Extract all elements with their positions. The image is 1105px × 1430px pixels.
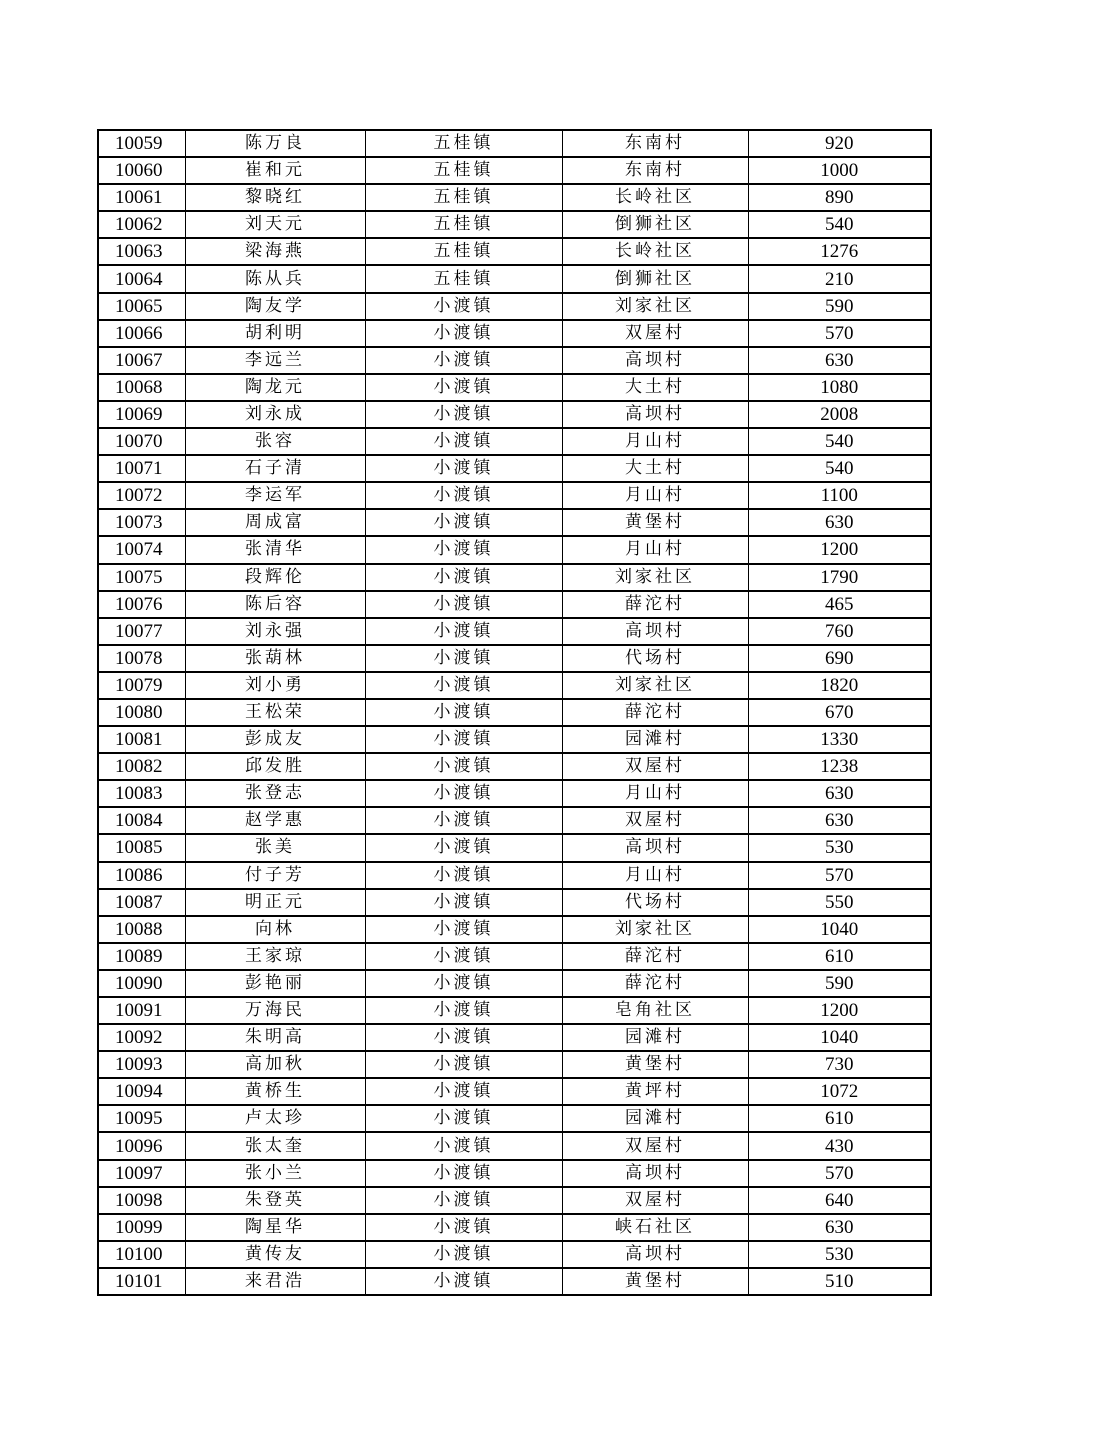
cell-village: 高坝村 bbox=[562, 401, 748, 428]
cell-id: 10066 bbox=[98, 320, 185, 347]
table-row bbox=[98, 1187, 931, 1214]
cell-name: 陈从兵 bbox=[185, 265, 365, 292]
cell-name: 万海民 bbox=[185, 997, 365, 1024]
cell-amount: 670 bbox=[748, 699, 931, 726]
cell-village: 薛沱村 bbox=[562, 943, 748, 970]
cell-town: 小渡镇 bbox=[365, 293, 562, 320]
table-row bbox=[98, 401, 931, 428]
cell-village: 月山村 bbox=[562, 536, 748, 563]
cell-id: 10065 bbox=[98, 293, 185, 320]
cell-amount: 610 bbox=[748, 1105, 931, 1132]
cell-village: 月山村 bbox=[562, 428, 748, 455]
cell-amount: 920 bbox=[748, 130, 931, 157]
cell-id: 10085 bbox=[98, 834, 185, 861]
table-row bbox=[98, 184, 931, 211]
cell-town: 小渡镇 bbox=[365, 672, 562, 699]
cell-id: 10089 bbox=[98, 943, 185, 970]
cell-name: 来君浩 bbox=[185, 1268, 365, 1295]
cell-id: 10100 bbox=[98, 1241, 185, 1268]
cell-id: 10078 bbox=[98, 645, 185, 672]
table-row bbox=[98, 807, 931, 834]
cell-town: 小渡镇 bbox=[365, 1241, 562, 1268]
cell-id: 10062 bbox=[98, 211, 185, 238]
cell-town: 小渡镇 bbox=[365, 916, 562, 943]
table-row bbox=[98, 1105, 931, 1132]
cell-village: 高坝村 bbox=[562, 1241, 748, 1268]
cell-name: 陶友学 bbox=[185, 293, 365, 320]
cell-name: 黄传友 bbox=[185, 1241, 365, 1268]
cell-id: 10072 bbox=[98, 482, 185, 509]
cell-name: 刘永成 bbox=[185, 401, 365, 428]
cell-id: 10061 bbox=[98, 184, 185, 211]
table-row bbox=[98, 645, 931, 672]
table-row bbox=[98, 1024, 931, 1051]
cell-village: 刘家社区 bbox=[562, 672, 748, 699]
table-row bbox=[98, 672, 931, 699]
cell-village: 代场村 bbox=[562, 889, 748, 916]
table-row bbox=[98, 157, 931, 184]
table-row bbox=[98, 564, 931, 591]
cell-id: 10082 bbox=[98, 753, 185, 780]
cell-name: 邱发胜 bbox=[185, 753, 365, 780]
cell-name: 陶龙元 bbox=[185, 374, 365, 401]
table-row bbox=[98, 943, 931, 970]
cell-id: 10098 bbox=[98, 1187, 185, 1214]
cell-village: 峡石社区 bbox=[562, 1214, 748, 1241]
cell-amount: 590 bbox=[748, 970, 931, 997]
cell-id: 10067 bbox=[98, 347, 185, 374]
table-row bbox=[98, 1268, 931, 1295]
cell-id: 10077 bbox=[98, 618, 185, 645]
cell-village: 刘家社区 bbox=[562, 916, 748, 943]
cell-name: 朱登英 bbox=[185, 1187, 365, 1214]
cell-id: 10083 bbox=[98, 780, 185, 807]
cell-town: 小渡镇 bbox=[365, 455, 562, 482]
table-row bbox=[98, 1051, 931, 1078]
cell-village: 黄堡村 bbox=[562, 509, 748, 536]
cell-village: 东南村 bbox=[562, 130, 748, 157]
cell-town: 五桂镇 bbox=[365, 265, 562, 292]
cell-id: 10063 bbox=[98, 238, 185, 265]
cell-town: 小渡镇 bbox=[365, 320, 562, 347]
cell-amount: 1330 bbox=[748, 726, 931, 753]
cell-amount: 630 bbox=[748, 347, 931, 374]
cell-name: 张美 bbox=[185, 834, 365, 861]
cell-town: 五桂镇 bbox=[365, 157, 562, 184]
cell-town: 小渡镇 bbox=[365, 482, 562, 509]
cell-village: 长岭社区 bbox=[562, 238, 748, 265]
cell-village: 东南村 bbox=[562, 157, 748, 184]
cell-town: 小渡镇 bbox=[365, 970, 562, 997]
cell-town: 小渡镇 bbox=[365, 374, 562, 401]
cell-name: 刘永强 bbox=[185, 618, 365, 645]
cell-name: 石子清 bbox=[185, 455, 365, 482]
cell-village: 双屋村 bbox=[562, 1132, 748, 1159]
cell-town: 小渡镇 bbox=[365, 862, 562, 889]
cell-amount: 1790 bbox=[748, 564, 931, 591]
cell-id: 10068 bbox=[98, 374, 185, 401]
cell-id: 10101 bbox=[98, 1268, 185, 1295]
cell-town: 小渡镇 bbox=[365, 347, 562, 374]
cell-amount: 570 bbox=[748, 320, 931, 347]
cell-village: 双屋村 bbox=[562, 1187, 748, 1214]
cell-village: 黄堡村 bbox=[562, 1268, 748, 1295]
cell-amount: 540 bbox=[748, 428, 931, 455]
cell-amount: 465 bbox=[748, 591, 931, 618]
cell-village: 月山村 bbox=[562, 780, 748, 807]
cell-village: 月山村 bbox=[562, 482, 748, 509]
cell-town: 五桂镇 bbox=[365, 238, 562, 265]
cell-id: 10076 bbox=[98, 591, 185, 618]
cell-amount: 1276 bbox=[748, 238, 931, 265]
cell-town: 小渡镇 bbox=[365, 564, 562, 591]
table-row bbox=[98, 130, 931, 157]
cell-amount: 1820 bbox=[748, 672, 931, 699]
cell-amount: 610 bbox=[748, 943, 931, 970]
cell-name: 王松荣 bbox=[185, 699, 365, 726]
cell-id: 10090 bbox=[98, 970, 185, 997]
cell-name: 朱明高 bbox=[185, 1024, 365, 1051]
cell-id: 10071 bbox=[98, 455, 185, 482]
cell-town: 五桂镇 bbox=[365, 184, 562, 211]
cell-id: 10096 bbox=[98, 1132, 185, 1159]
table-row bbox=[98, 265, 931, 292]
cell-id: 10086 bbox=[98, 862, 185, 889]
cell-town: 小渡镇 bbox=[365, 618, 562, 645]
cell-amount: 1080 bbox=[748, 374, 931, 401]
cell-name: 胡利明 bbox=[185, 320, 365, 347]
cell-town: 五桂镇 bbox=[365, 130, 562, 157]
cell-name: 张小兰 bbox=[185, 1160, 365, 1187]
cell-amount: 760 bbox=[748, 618, 931, 645]
cell-name: 黎晓红 bbox=[185, 184, 365, 211]
cell-name: 黄桥生 bbox=[185, 1078, 365, 1105]
cell-amount: 1000 bbox=[748, 157, 931, 184]
cell-id: 10073 bbox=[98, 509, 185, 536]
cell-village: 薛沱村 bbox=[562, 699, 748, 726]
cell-name: 赵学惠 bbox=[185, 807, 365, 834]
cell-amount: 1040 bbox=[748, 916, 931, 943]
cell-id: 10069 bbox=[98, 401, 185, 428]
cell-village: 刘家社区 bbox=[562, 564, 748, 591]
cell-id: 10094 bbox=[98, 1078, 185, 1105]
cell-village: 倒狮社区 bbox=[562, 211, 748, 238]
cell-amount: 690 bbox=[748, 645, 931, 672]
cell-town: 小渡镇 bbox=[365, 1214, 562, 1241]
cell-name: 王家琼 bbox=[185, 943, 365, 970]
cell-amount: 1100 bbox=[748, 482, 931, 509]
table-row bbox=[98, 536, 931, 563]
cell-amount: 570 bbox=[748, 1160, 931, 1187]
cell-village: 黄堡村 bbox=[562, 1051, 748, 1078]
cell-village: 大土村 bbox=[562, 374, 748, 401]
cell-amount: 630 bbox=[748, 780, 931, 807]
cell-name: 卢太珍 bbox=[185, 1105, 365, 1132]
cell-id: 10059 bbox=[98, 130, 185, 157]
table-row bbox=[98, 293, 931, 320]
cell-village: 刘家社区 bbox=[562, 293, 748, 320]
cell-amount: 1238 bbox=[748, 753, 931, 780]
cell-amount: 890 bbox=[748, 184, 931, 211]
cell-amount: 430 bbox=[748, 1132, 931, 1159]
cell-village: 双屋村 bbox=[562, 320, 748, 347]
table-row bbox=[98, 428, 931, 455]
cell-id: 10080 bbox=[98, 699, 185, 726]
cell-town: 小渡镇 bbox=[365, 699, 562, 726]
cell-amount: 2008 bbox=[748, 401, 931, 428]
table-row bbox=[98, 726, 931, 753]
table-row bbox=[98, 618, 931, 645]
cell-amount: 590 bbox=[748, 293, 931, 320]
cell-name: 李运军 bbox=[185, 482, 365, 509]
cell-name: 张登志 bbox=[185, 780, 365, 807]
table-row bbox=[98, 1132, 931, 1159]
table-body bbox=[98, 130, 931, 1295]
cell-village: 双屋村 bbox=[562, 753, 748, 780]
table-row bbox=[98, 889, 931, 916]
cell-village: 大土村 bbox=[562, 455, 748, 482]
table-row bbox=[98, 1160, 931, 1187]
cell-amount: 730 bbox=[748, 1051, 931, 1078]
table-row bbox=[98, 1214, 931, 1241]
table-row bbox=[98, 970, 931, 997]
table-row bbox=[98, 1241, 931, 1268]
table-row bbox=[98, 591, 931, 618]
cell-amount: 1040 bbox=[748, 1024, 931, 1051]
cell-village: 园滩村 bbox=[562, 726, 748, 753]
table-row bbox=[98, 753, 931, 780]
cell-village: 倒狮社区 bbox=[562, 265, 748, 292]
cell-id: 10095 bbox=[98, 1105, 185, 1132]
cell-amount: 550 bbox=[748, 889, 931, 916]
cell-id: 10088 bbox=[98, 916, 185, 943]
cell-town: 小渡镇 bbox=[365, 401, 562, 428]
cell-town: 小渡镇 bbox=[365, 509, 562, 536]
cell-town: 小渡镇 bbox=[365, 1268, 562, 1295]
cell-name: 周成富 bbox=[185, 509, 365, 536]
cell-id: 10070 bbox=[98, 428, 185, 455]
cell-village: 园滩村 bbox=[562, 1024, 748, 1051]
cell-town: 小渡镇 bbox=[365, 1024, 562, 1051]
cell-town: 五桂镇 bbox=[365, 211, 562, 238]
cell-name: 彭成友 bbox=[185, 726, 365, 753]
cell-town: 小渡镇 bbox=[365, 753, 562, 780]
cell-town: 小渡镇 bbox=[365, 943, 562, 970]
cell-id: 10064 bbox=[98, 265, 185, 292]
cell-town: 小渡镇 bbox=[365, 807, 562, 834]
cell-town: 小渡镇 bbox=[365, 428, 562, 455]
table-row bbox=[98, 482, 931, 509]
cell-name: 刘天元 bbox=[185, 211, 365, 238]
cell-amount: 630 bbox=[748, 1214, 931, 1241]
cell-village: 高坝村 bbox=[562, 347, 748, 374]
table-row bbox=[98, 862, 931, 889]
cell-amount: 540 bbox=[748, 211, 931, 238]
cell-town: 小渡镇 bbox=[365, 834, 562, 861]
table-row bbox=[98, 834, 931, 861]
cell-name: 梁海燕 bbox=[185, 238, 365, 265]
cell-village: 园滩村 bbox=[562, 1105, 748, 1132]
cell-amount: 540 bbox=[748, 455, 931, 482]
cell-name: 彭艳丽 bbox=[185, 970, 365, 997]
cell-amount: 510 bbox=[748, 1268, 931, 1295]
cell-village: 双屋村 bbox=[562, 807, 748, 834]
cell-name: 陶星华 bbox=[185, 1214, 365, 1241]
cell-amount: 630 bbox=[748, 807, 931, 834]
cell-name: 段辉伦 bbox=[185, 564, 365, 591]
cell-id: 10099 bbox=[98, 1214, 185, 1241]
cell-town: 小渡镇 bbox=[365, 889, 562, 916]
cell-name: 张清华 bbox=[185, 536, 365, 563]
cell-id: 10081 bbox=[98, 726, 185, 753]
cell-amount: 530 bbox=[748, 1241, 931, 1268]
cell-village: 高坝村 bbox=[562, 834, 748, 861]
table-row bbox=[98, 916, 931, 943]
cell-id: 10084 bbox=[98, 807, 185, 834]
cell-town: 小渡镇 bbox=[365, 1078, 562, 1105]
cell-name: 向林 bbox=[185, 916, 365, 943]
cell-id: 10097 bbox=[98, 1160, 185, 1187]
cell-amount: 630 bbox=[748, 509, 931, 536]
data-table bbox=[97, 129, 932, 1296]
cell-amount: 1200 bbox=[748, 997, 931, 1024]
cell-village: 皂角社区 bbox=[562, 997, 748, 1024]
cell-amount: 1072 bbox=[748, 1078, 931, 1105]
cell-name: 刘小勇 bbox=[185, 672, 365, 699]
cell-amount: 210 bbox=[748, 265, 931, 292]
cell-village: 黄坪村 bbox=[562, 1078, 748, 1105]
cell-name: 张太奎 bbox=[185, 1132, 365, 1159]
cell-name: 张容 bbox=[185, 428, 365, 455]
cell-amount: 640 bbox=[748, 1187, 931, 1214]
cell-amount: 1200 bbox=[748, 536, 931, 563]
cell-name: 付子芳 bbox=[185, 862, 365, 889]
cell-town: 小渡镇 bbox=[365, 1051, 562, 1078]
cell-town: 小渡镇 bbox=[365, 1132, 562, 1159]
cell-town: 小渡镇 bbox=[365, 1160, 562, 1187]
cell-id: 10093 bbox=[98, 1051, 185, 1078]
table-row bbox=[98, 455, 931, 482]
cell-id: 10075 bbox=[98, 564, 185, 591]
cell-id: 10091 bbox=[98, 997, 185, 1024]
cell-id: 10092 bbox=[98, 1024, 185, 1051]
cell-id: 10060 bbox=[98, 157, 185, 184]
table-row bbox=[98, 374, 931, 401]
cell-village: 薛沱村 bbox=[562, 591, 748, 618]
cell-village: 月山村 bbox=[562, 862, 748, 889]
cell-name: 陈万良 bbox=[185, 130, 365, 157]
table-row bbox=[98, 347, 931, 374]
cell-id: 10087 bbox=[98, 889, 185, 916]
cell-town: 小渡镇 bbox=[365, 1187, 562, 1214]
cell-village: 高坝村 bbox=[562, 618, 748, 645]
cell-town: 小渡镇 bbox=[365, 997, 562, 1024]
cell-town: 小渡镇 bbox=[365, 591, 562, 618]
cell-village: 高坝村 bbox=[562, 1160, 748, 1187]
table-row bbox=[98, 1078, 931, 1105]
cell-town: 小渡镇 bbox=[365, 536, 562, 563]
cell-name: 陈后容 bbox=[185, 591, 365, 618]
cell-village: 代场村 bbox=[562, 645, 748, 672]
cell-name: 张葫林 bbox=[185, 645, 365, 672]
cell-amount: 570 bbox=[748, 862, 931, 889]
table-row bbox=[98, 997, 931, 1024]
cell-village: 薛沱村 bbox=[562, 970, 748, 997]
table-row bbox=[98, 509, 931, 536]
table-row bbox=[98, 211, 931, 238]
cell-village: 长岭社区 bbox=[562, 184, 748, 211]
cell-town: 小渡镇 bbox=[365, 780, 562, 807]
cell-town: 小渡镇 bbox=[365, 726, 562, 753]
cell-amount: 530 bbox=[748, 834, 931, 861]
cell-id: 10074 bbox=[98, 536, 185, 563]
cell-town: 小渡镇 bbox=[365, 645, 562, 672]
cell-id: 10079 bbox=[98, 672, 185, 699]
table-row bbox=[98, 780, 931, 807]
table-row bbox=[98, 238, 931, 265]
cell-name: 明正元 bbox=[185, 889, 365, 916]
cell-name: 崔和元 bbox=[185, 157, 365, 184]
cell-name: 高加秋 bbox=[185, 1051, 365, 1078]
table-row bbox=[98, 699, 931, 726]
table-row bbox=[98, 320, 931, 347]
cell-town: 小渡镇 bbox=[365, 1105, 562, 1132]
cell-name: 李远兰 bbox=[185, 347, 365, 374]
